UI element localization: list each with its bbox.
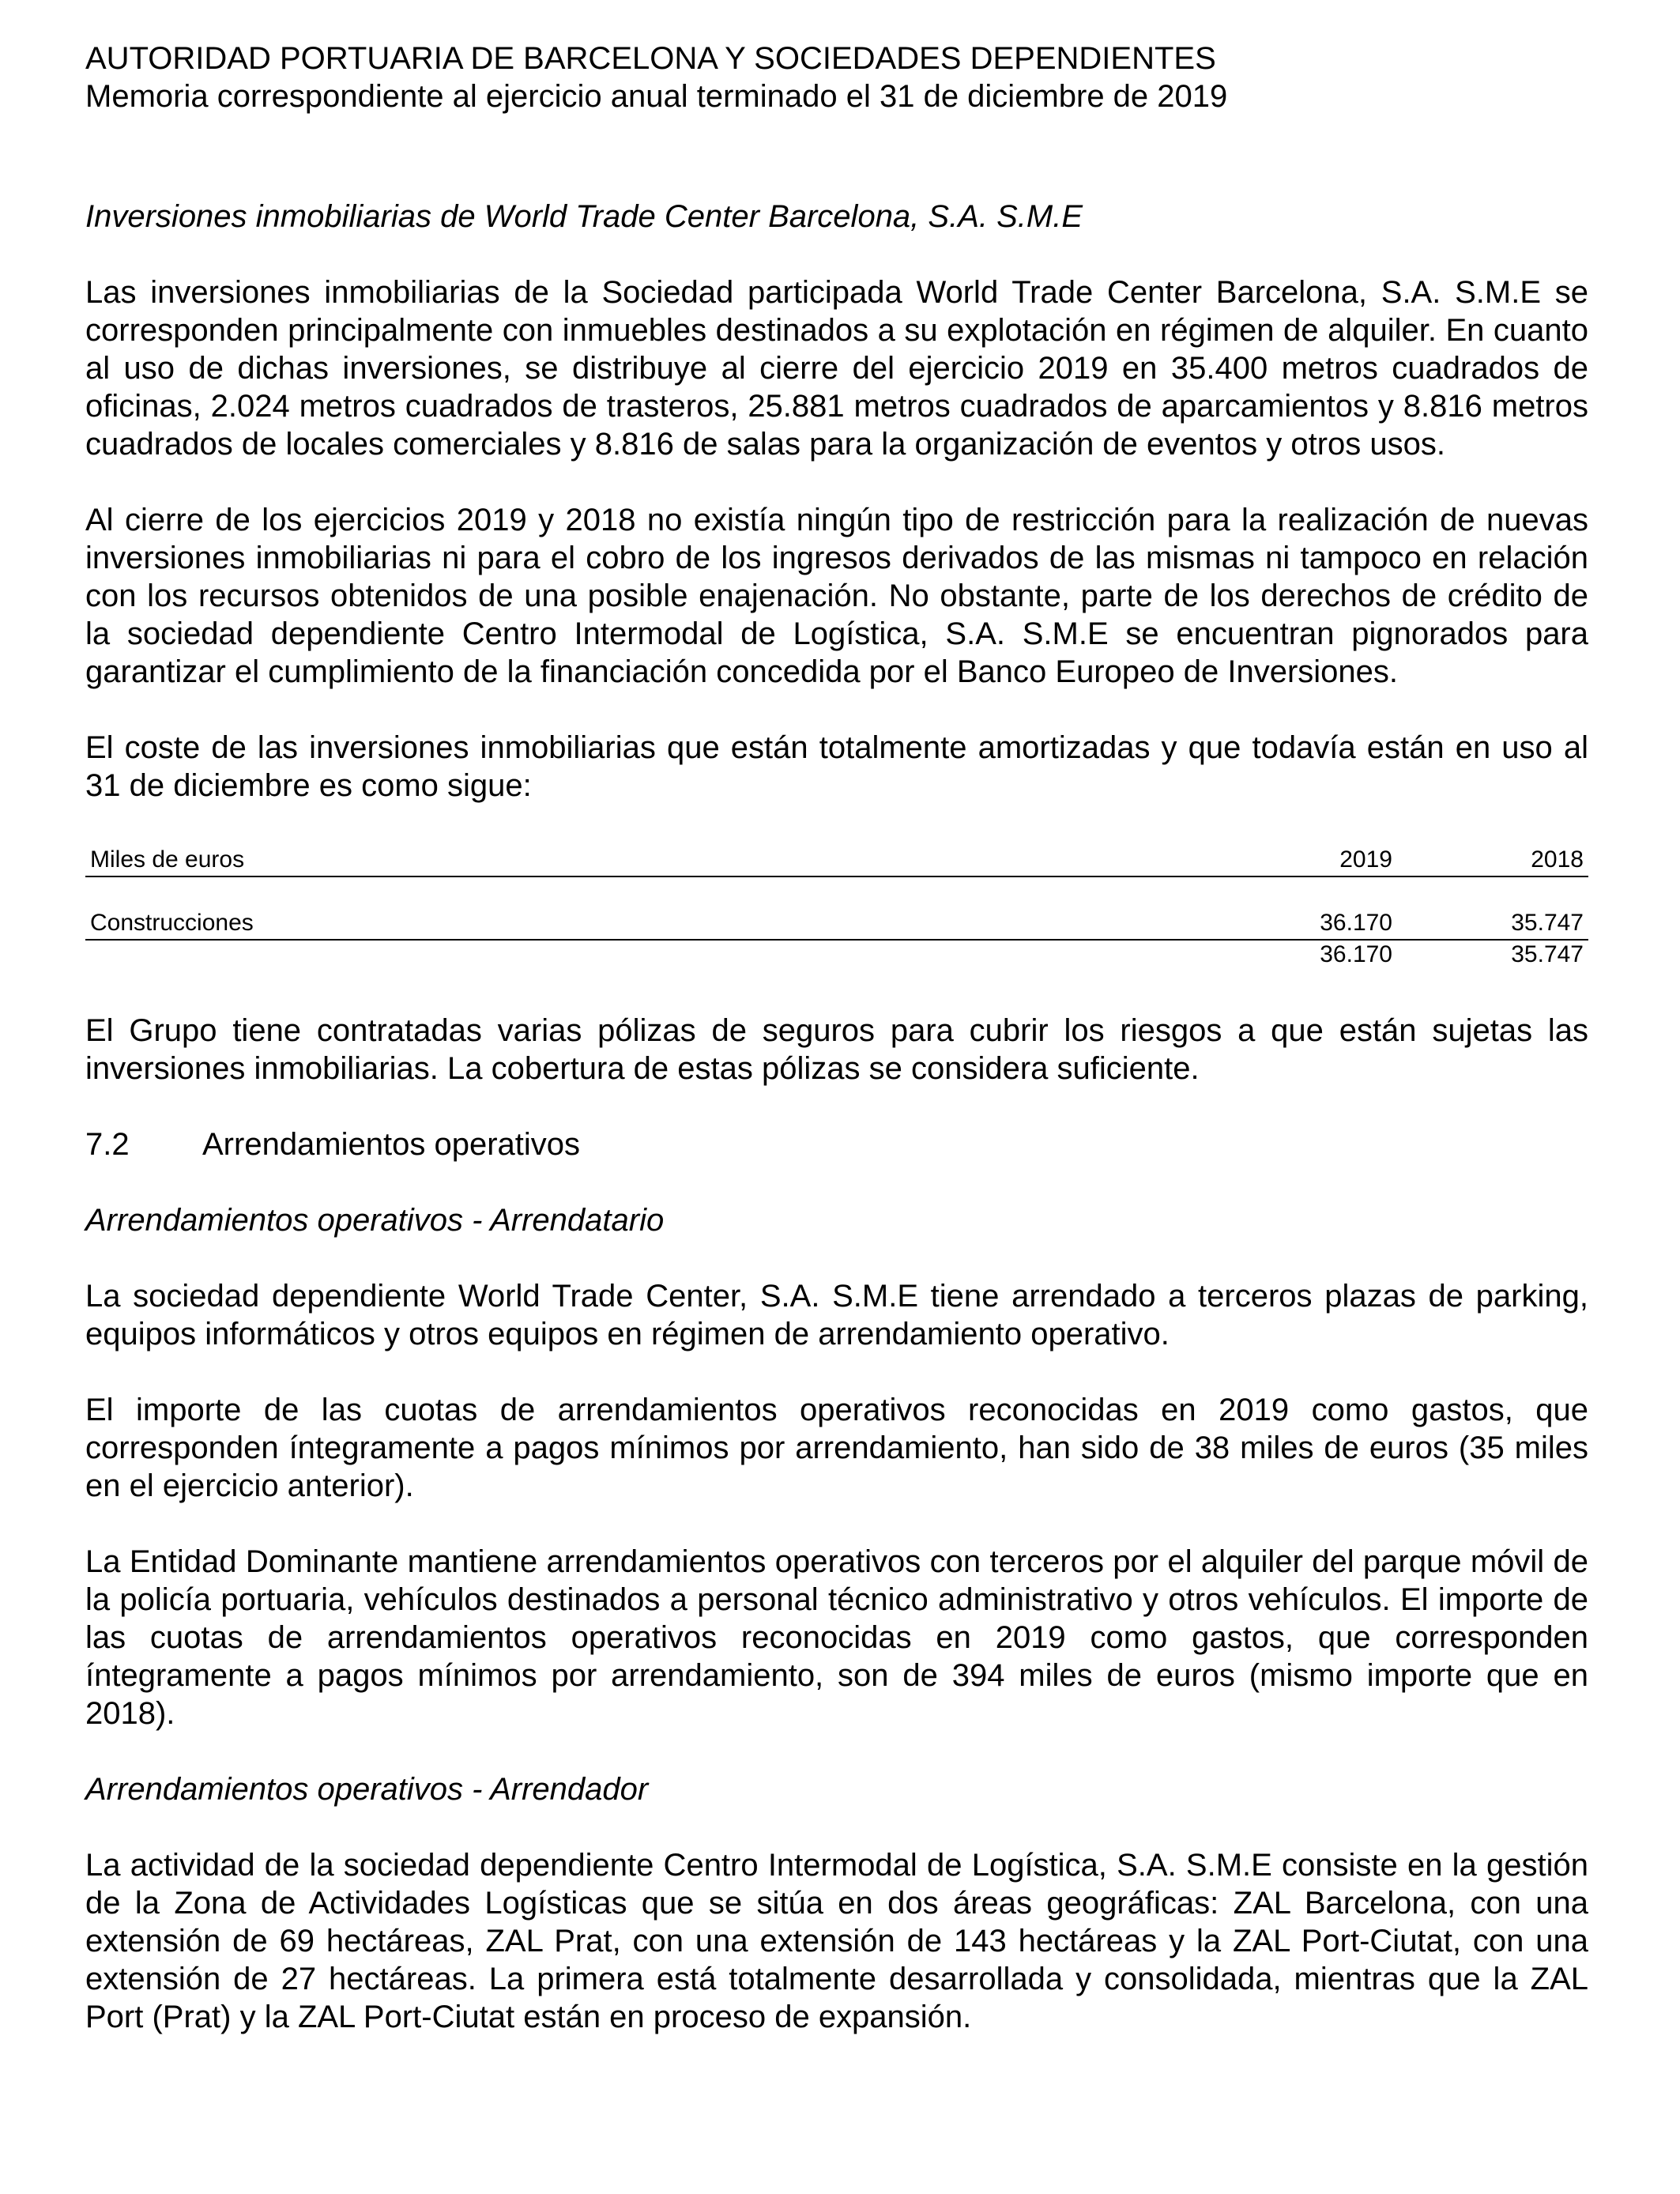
table-col-2019: 2019	[1339, 846, 1392, 873]
header-subtitle: Memoria correspondiente al ejercicio anual terminado el 31 de diciembre de 2019	[85, 79, 1228, 114]
table-header-row	[85, 846, 1588, 877]
wtc-paragraph-2: Al cierre de los ejercicios 2019 y 2018 no existía ningún tipo de restricción para la realización de nuevas inversiones inmobiliarias ni para el cobro de los ingresos derivados de las mismas ni tampoco en relación con los recursos obtenidos de una posible enajenación. No obstante, parte de los derechos de crédito de la sociedad dependiente Centro Intermodal de Logística, S.A. S.M.E se encuentran pignorados para garantizar el cumplimiento de la financiación concedida por el Banco Europeo de Inversiones.	[85, 503, 1588, 689]
table-unit-label: Miles de euros	[90, 846, 245, 873]
table-header-rule	[85, 876, 1588, 877]
document-page	[85, 40, 1588, 2036]
arrendador-paragraph: La actividad de la sociedad dependiente Centro Intermodal de Logística, S.A. S.M.E consiste en la gestión de la Zona de Actividades Logísticas que se sitúa en dos áreas geográficas: ZAL Barcelona, con una extensión de 69 hectáreas, ZAL Prat, con una extensión de 143 hectáreas y la ZAL Port-Ciutat, con una extensión de 27 hectáreas. La primera está totalmente desarrollada y consolidada, mientras que la ZAL Port (Prat) y la ZAL Port-Ciutat están en proceso de expansión.	[85, 1848, 1588, 2034]
arrendatario-paragraph-2: El importe de las cuotas de arrendamientos operativos reconocidas en 2019 como gastos, que corresponden íntegramente a pagos mínimos por arrendamiento, han sido de 38 miles de euros (35 miles en el ejercicio anterior).	[85, 1393, 1588, 1503]
total-value-2019: 36.170	[1320, 941, 1392, 967]
wtc-paragraph-1: Las inversiones inmobiliarias de la Sociedad participada World Trade Center Barcelona, S.A. S.M.E se corresponden principalmente con inmuebles destinados a su explotación en régimen de alquiler. En cuanto al uso de dichas inversiones, se distribuye al cierre del ejercicio 2019 en 35.400 metros cuadrados de oficinas, 2.024 metros cuadrados de trasteros, 25.881 metros cuadrados de aparcamientos y 8.816 metros cuadrados de locales comerciales y 8.816 de salas para la organización de eventos y otros usos.	[85, 275, 1588, 462]
row-label: Construcciones	[90, 910, 254, 936]
section-title: Arrendamientos operativos	[202, 1127, 581, 1162]
arrendatario-paragraph-1: La sociedad dependiente World Trade Center, S.A. S.M.E tiene arrendado a terceros plazas de parking, equipos informáticos y otros equipos en régimen de arrendamiento operativo.	[85, 1279, 1588, 1351]
total-value-2018: 35.747	[1511, 941, 1584, 967]
document-header	[85, 40, 1588, 115]
row-value-2019: 36.170	[1320, 910, 1392, 936]
subheading-arrendador: Arrendamientos operativos - Arrendador	[85, 1772, 649, 1807]
row-value-2018: 35.747	[1511, 910, 1584, 936]
section-7-2-heading	[85, 1125, 1588, 1163]
header-title: AUTORIDAD PORTUARIA DE BARCELONA Y SOCIEDADES DEPENDIENTES	[85, 41, 1216, 76]
table-col-2018: 2018	[1531, 846, 1584, 873]
insurance-paragraph: El Grupo tiene contratadas varias pólizas de seguros para cubrir los riesgos a que están sujetas las inversiones inmobiliarias. La cobertura de estas pólizas se considera suficiente.	[85, 1013, 1588, 1086]
table-total-row	[85, 941, 1588, 972]
subheading-arrendatario: Arrendamientos operativos - Arrendatario	[85, 1203, 665, 1238]
table-row	[85, 909, 1588, 941]
arrendatario-paragraph-3: La Entidad Dominante mantiene arrendamientos operativos con terceros por el alquiler del parque móvil de la policía portuaria, vehículos destinados a personal técnico administrativo y otros vehículos. El importe de las cuotas de arrendamientos operativos reconocidas en 2019 como gastos, que corresponden íntegramente a pagos mínimos por arrendamiento, son de 394 miles de euros (mismo importe que en 2018).	[85, 1544, 1588, 1731]
wtc-paragraph-3: El coste de las inversiones inmobiliarias que están totalmente amortizadas y que todavía están en uso al 31 de diciembre es como sigue:	[85, 730, 1588, 803]
section-number: 7.2	[85, 1127, 130, 1162]
amortized-cost-table	[85, 846, 1588, 971]
wtc-heading: Inversiones inmobiliarias de World Trade Center Barcelona, S.A. S.M.E	[85, 199, 1083, 234]
